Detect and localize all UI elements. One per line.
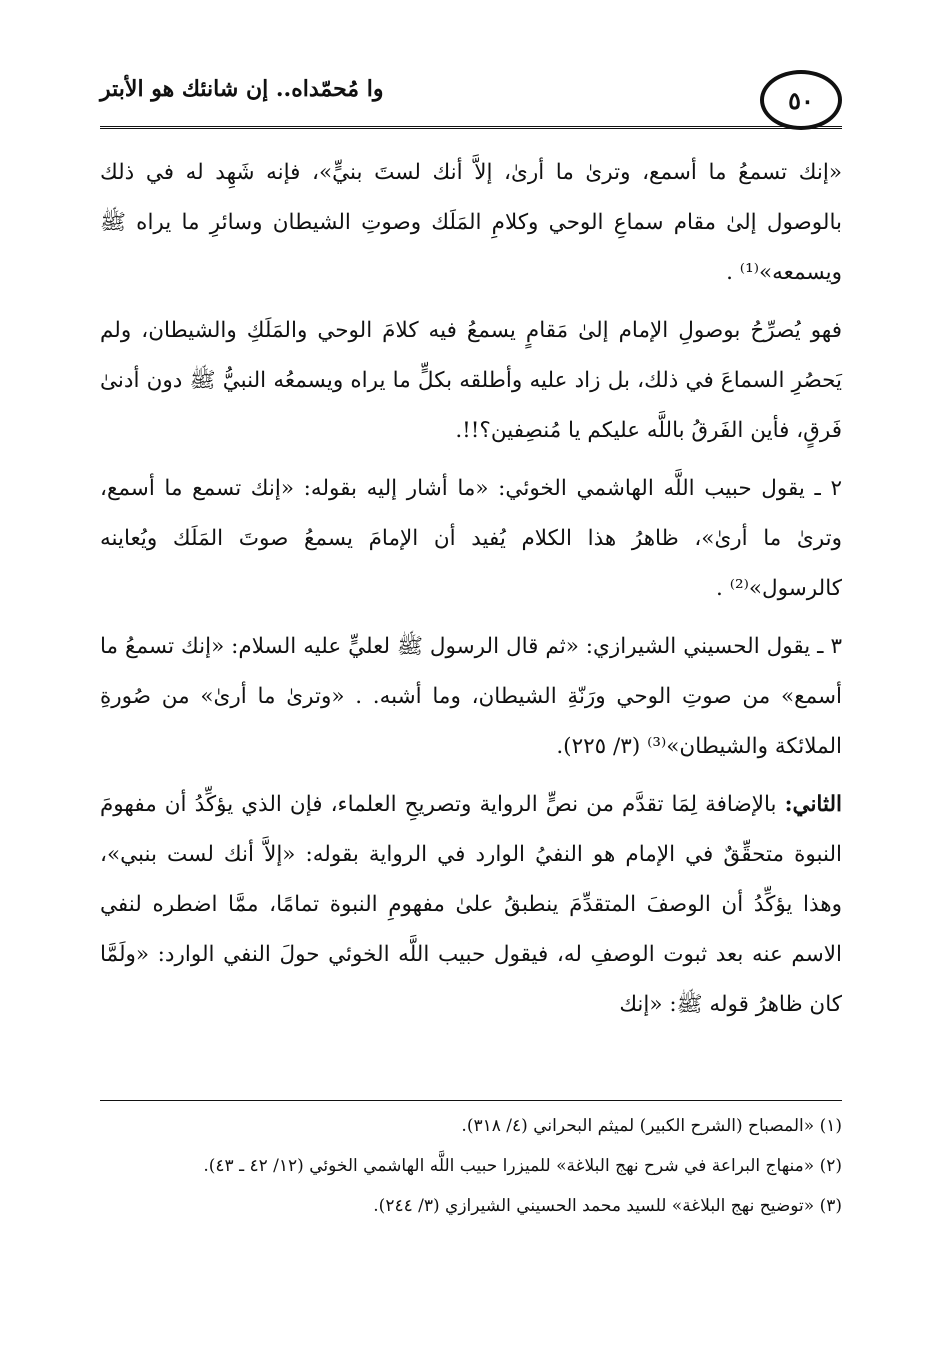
paragraph: فهو يُصرِّحُ بوصولِ الإمام إلىٰ مَقامٍ يسمعُ فيه كلامَ الوحي والمَلَكِ والشيطان، ولم يَحصُرِ السماعَ في ذلك، بل زاد عليه وأطلقه بكلٍّ ما يراه ويسمعُه النبيُّ ﷺ دون أدنىٰ فَرقٍ، فأين الفَرقُ باللَّه عليكم يا مُنصِفين؟!!. [100,318,842,443]
header-rule [100,126,842,132]
lead-word: الثاني: [784,792,842,817]
footnote: (٣) «توضيح نهج البلاغة» للسيد محمد الحسيني الشيرازي (٣/ ٢٤٤). [373,1196,842,1216]
page-header [100,70,842,140]
page-number: ٥٠ [760,70,842,130]
footnote: (١) «المصباح (الشرح الكبير) لميثم البحراني (٤/ ٣١٨). [461,1116,842,1136]
paragraph: ٢ ـ يقول حبيب اللَّه الهاشمي الخوئي: «ما أشار إليه بقوله: «إنك تسمع ما أسمع، وترىٰ ما أرىٰ»، ظاهرُ هذا الكلام يُفيد أن الإمامَ يسمعُ صوتَ المَلَك ويُعاينه كالرسول»⁽²⁾ . [100,476,842,601]
running-title: وا مُحمّداه.. إن شانئك هو الأبتر [100,76,384,102]
footnotes [100,1108,842,1228]
footnote: (٢) «منهاج البراعة في شرح نهج البلاغة» للميزرا حبيب اللَّه الهاشمي الخوئي (١٢/ ٤٢ ـ ٤٣). [203,1156,842,1176]
footnote-separator [100,1100,842,1101]
paragraph: الثاني: بالإضافة لِمَا تقدَّم من نصٍّ الرواية وتصريحِ العلماء، فإن الذي يؤكِّدُ أن مفهومَ النبوة متحقِّقٌ في الإمام هو النفيُ الوارد في الرواية بقوله: «إلاَّ أنك لست بنبي»، وهذا يؤكِّدُ أن الوصفَ المتقدِّمَ ينطبقُ علىٰ مفهومِ النبوة تمامًا، ممَّا اضطره لنفي الاسم عنه بعد ثبوت الوصفِ له، فيقول حبيب اللَّه الخوئي حولَ النفي الوارد: «ولَمَّا كان ظاهرُ قوله ﷺ: «إنك [100,792,842,1017]
paragraph: «إنك تسمعُ ما أسمع، وترىٰ ما أرىٰ، إلاَّ أنك لستَ بنيٍّ»، فإنه شَهِد له في ذلك بالوصول إلىٰ مقام سماعِ الوحي وكلامِ المَلَك وصوتِ الشيطان وسائرِ ما يراه ﷺ ويسمعه»⁽¹⁾ . [100,160,842,285]
paragraph: ٣ ـ يقول الحسيني الشيرازي: «ثم قال الرسول ﷺ لعليٍّ عليه السلام: «إنك تسمعُ ما أسمع» من صوتِ الوحي ورَنّةِ الشيطان، وما أشبه. . «وترىٰ ما أرىٰ» من صُورةِ الملائكة والشيطان»⁽³⁾ (٣/ ٢٢٥). [100,634,842,759]
body-text [100,148,842,1038]
